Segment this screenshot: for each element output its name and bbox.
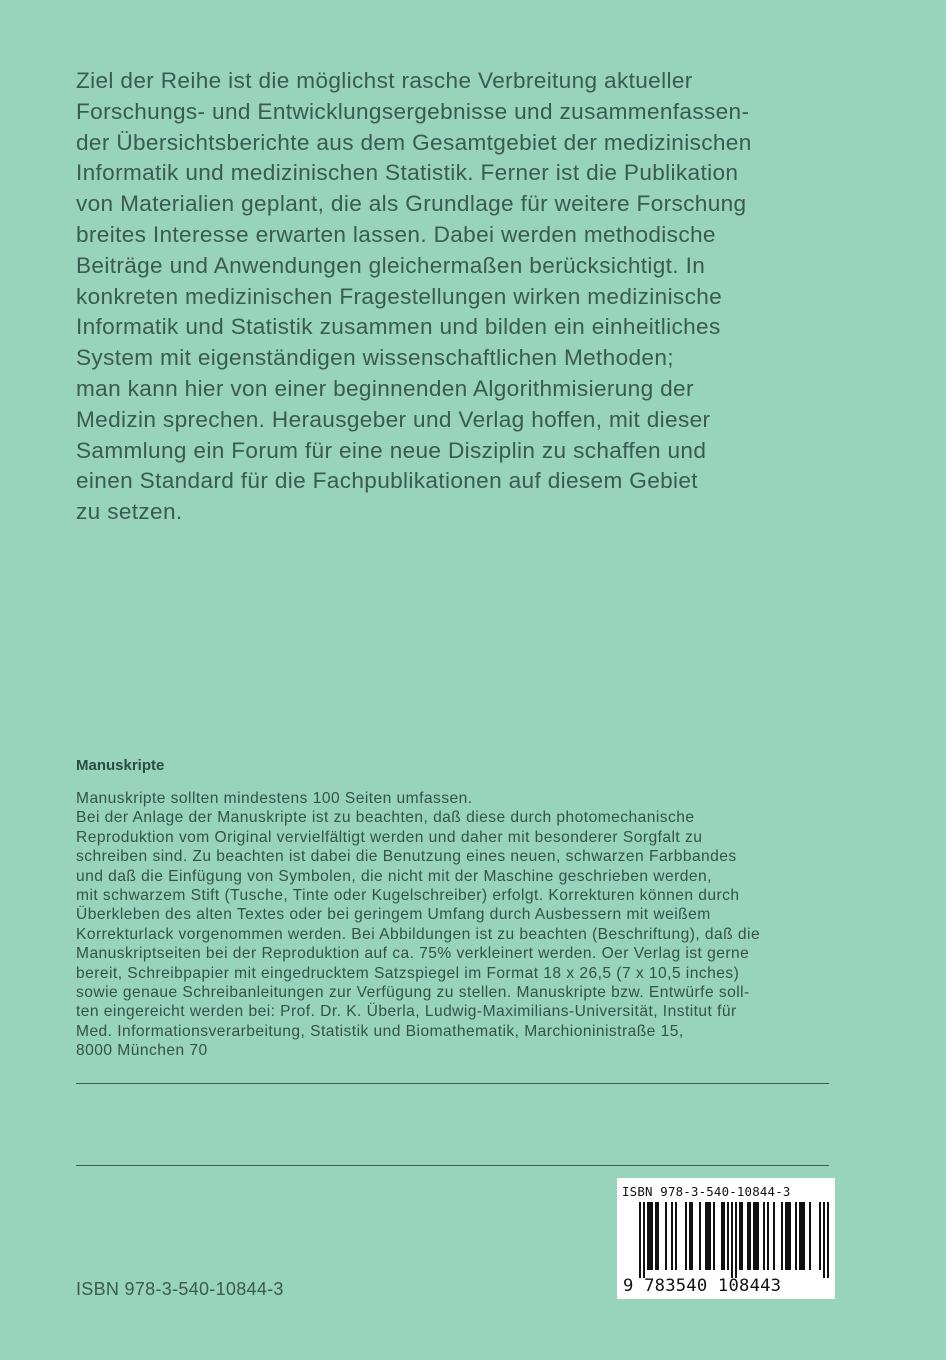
intro-line: breites Interesse erwarten lassen. Dabei werden methodische: [76, 221, 716, 247]
barcode-bar: [781, 1202, 783, 1270]
barcode-bar: [735, 1202, 737, 1278]
barcode-bar: [747, 1202, 749, 1270]
barcode-bar: [707, 1202, 709, 1270]
manuscripts-line: schreiben sind. Zu beachten ist dabei die Benutzung eines neuen, schwarzen Farbbandes: [76, 848, 737, 866]
barcode-bar: [657, 1202, 659, 1270]
barcode-bar: [639, 1202, 641, 1278]
barcode-bar: [709, 1202, 711, 1270]
isbn-text: ISBN 978-3-540-10844-3: [76, 1279, 284, 1299]
barcode-bar: [643, 1202, 645, 1278]
barcode-bar: [827, 1202, 829, 1278]
barcode-bar: [823, 1202, 825, 1278]
intro-line: man kann hier von einer beginnenden Algorithmisierung der: [76, 375, 694, 401]
barcode-bar: [749, 1202, 751, 1270]
manuscripts-line: Manuskripte sollten mindestens 100 Seiten umfassen.: [76, 790, 473, 807]
barcode-bar: [675, 1202, 677, 1270]
manuscripts-line: Korrekturlack vorgenommen werden. Bei Abbildungen ist zu beachten (Beschriftung), daß die: [76, 925, 761, 943]
intro-line: der Übersichtsberichte aus dem Gesamtgebiet der medizinischen: [76, 129, 752, 155]
intro-line: Informatik und medizinischen Statistik. Ferner ist die Publikation: [76, 160, 739, 186]
barcode-bar: [689, 1202, 691, 1270]
barcode-bar: [739, 1202, 741, 1270]
barcode-bar: [651, 1202, 653, 1270]
barcode-bar: [757, 1202, 759, 1270]
barcode-bar: [795, 1202, 797, 1270]
barcode-bar: [809, 1202, 811, 1270]
barcode-bar: [731, 1202, 733, 1278]
intro-line: System mit eigenständigen wissenschaftlichen Methoden;: [76, 345, 674, 371]
intro-line: Sammlung ein Forum für eine neue Disziplin zu schaffen und: [76, 437, 707, 463]
intro-line: zu setzen.: [76, 499, 183, 525]
barcode-bar: [799, 1202, 801, 1270]
barcode-bar: [723, 1202, 725, 1270]
manuscripts-line: sowie genaue Schreibanleitungen zur Verfügung zu stellen. Manuskripte bzw. Entwürfe soll-: [76, 984, 750, 1002]
intro-line: konkreten medizinischen Fragestellungen wirken medizinische: [76, 283, 723, 309]
divider-line: [76, 1083, 829, 1084]
intro-line: Beiträge und Anwendungen gleichermaßen berücksichtigt. In: [76, 252, 706, 278]
intro-line: Forschungs- und Entwicklungsergebnisse und zusammenfassen-: [76, 98, 750, 124]
barcode-bar: [755, 1202, 757, 1270]
manuscripts-instructions: [76, 789, 846, 1061]
barcode-bar: [699, 1202, 701, 1270]
barcode-bar: [785, 1202, 787, 1270]
barcode-digits: 9 783540 108443: [623, 1276, 782, 1296]
barcode-isbn-label: ISBN 978-3-540-10844-3: [622, 1184, 791, 1199]
intro-line: Informatik und Statistik zusammen und bilden ein einheitliches: [76, 314, 721, 340]
manuscripts-line: Bei der Anlage der Manuskripte ist zu beachten, daß diese durch photomechanische: [76, 809, 695, 827]
barcode-bar: [685, 1202, 687, 1270]
manuscripts-line: und daß die Einfügung von Symbolen, die nicht mit der Maschine geschrieben werden,: [76, 867, 712, 885]
barcode-bar: [741, 1202, 743, 1270]
barcode-bar: [787, 1202, 789, 1270]
manuscripts-heading: Manuskripte: [76, 757, 165, 774]
barcode-bar: [753, 1202, 755, 1270]
barcode-bar: [647, 1202, 649, 1270]
barcode-bar: [727, 1202, 729, 1270]
manuscripts-line: ten eingereicht werden bei: Prof. Dr. K. Überla, Ludwig-Maximilians-Universität, Institut für: [76, 1003, 737, 1021]
isbn-barcode: [617, 1178, 835, 1299]
manuscripts-line: mit schwarzem Stift (Tusche, Tinte oder Kugelschreiber) erfolgt. Korrekturen können durch: [76, 887, 740, 905]
series-description: [76, 66, 866, 528]
barcode-bar: [801, 1202, 803, 1270]
barcode-bar: [671, 1202, 673, 1270]
barcode-bar: [773, 1202, 775, 1270]
barcode-bar: [713, 1202, 715, 1270]
barcode-bar: [649, 1202, 651, 1270]
manuscripts-line: Überkleben des alten Textes oder bei geringem Umfang durch Ausbessern mit weißem: [76, 906, 711, 924]
barcode-bar: [721, 1202, 723, 1270]
barcode-bar: [655, 1202, 657, 1270]
manuscripts-line: 8000 München 70: [76, 1042, 208, 1060]
intro-line: Medizin sprechen. Herausgeber und Verlag hoffen, mit dieser: [76, 406, 711, 432]
barcode-bar: [665, 1202, 667, 1270]
divider-line: [76, 1165, 829, 1166]
intro-line: von Materialien geplant, die als Grundlage für weitere Forschung: [76, 191, 747, 217]
barcode-bar: [767, 1202, 769, 1270]
barcode-bar: [803, 1202, 805, 1270]
manuscripts-line: Manuskriptseiten bei der Reproduktion auf ca. 75% verkleinert werden. Oer Verlag ist gerne: [76, 945, 750, 963]
barcode-bar: [705, 1202, 707, 1270]
barcode-bar: [819, 1202, 821, 1270]
barcode-bar: [789, 1202, 791, 1270]
intro-line: Ziel der Reihe ist die möglichst rasche Verbreitung aktueller: [76, 68, 693, 93]
intro-line: einen Standard für die Fachpublikationen auf diesem Gebiet: [76, 468, 698, 494]
barcode-bar: [691, 1202, 693, 1270]
barcode-bar: [763, 1202, 765, 1270]
manuscripts-line: bereit, Schreibpapier mit eingedrucktem Satzspiegel im Format 18 x 26,5 (7 x 10,5 inches): [76, 964, 740, 982]
manuscripts-line: Med. Informationsverarbeitung, Statistik und Biomathematik, Marchioninistraße 15,: [76, 1022, 684, 1040]
manuscripts-line: Reproduktion vom Original vervielfältigt werden und daher mit besonderer Sorgfalt zu: [76, 828, 703, 846]
